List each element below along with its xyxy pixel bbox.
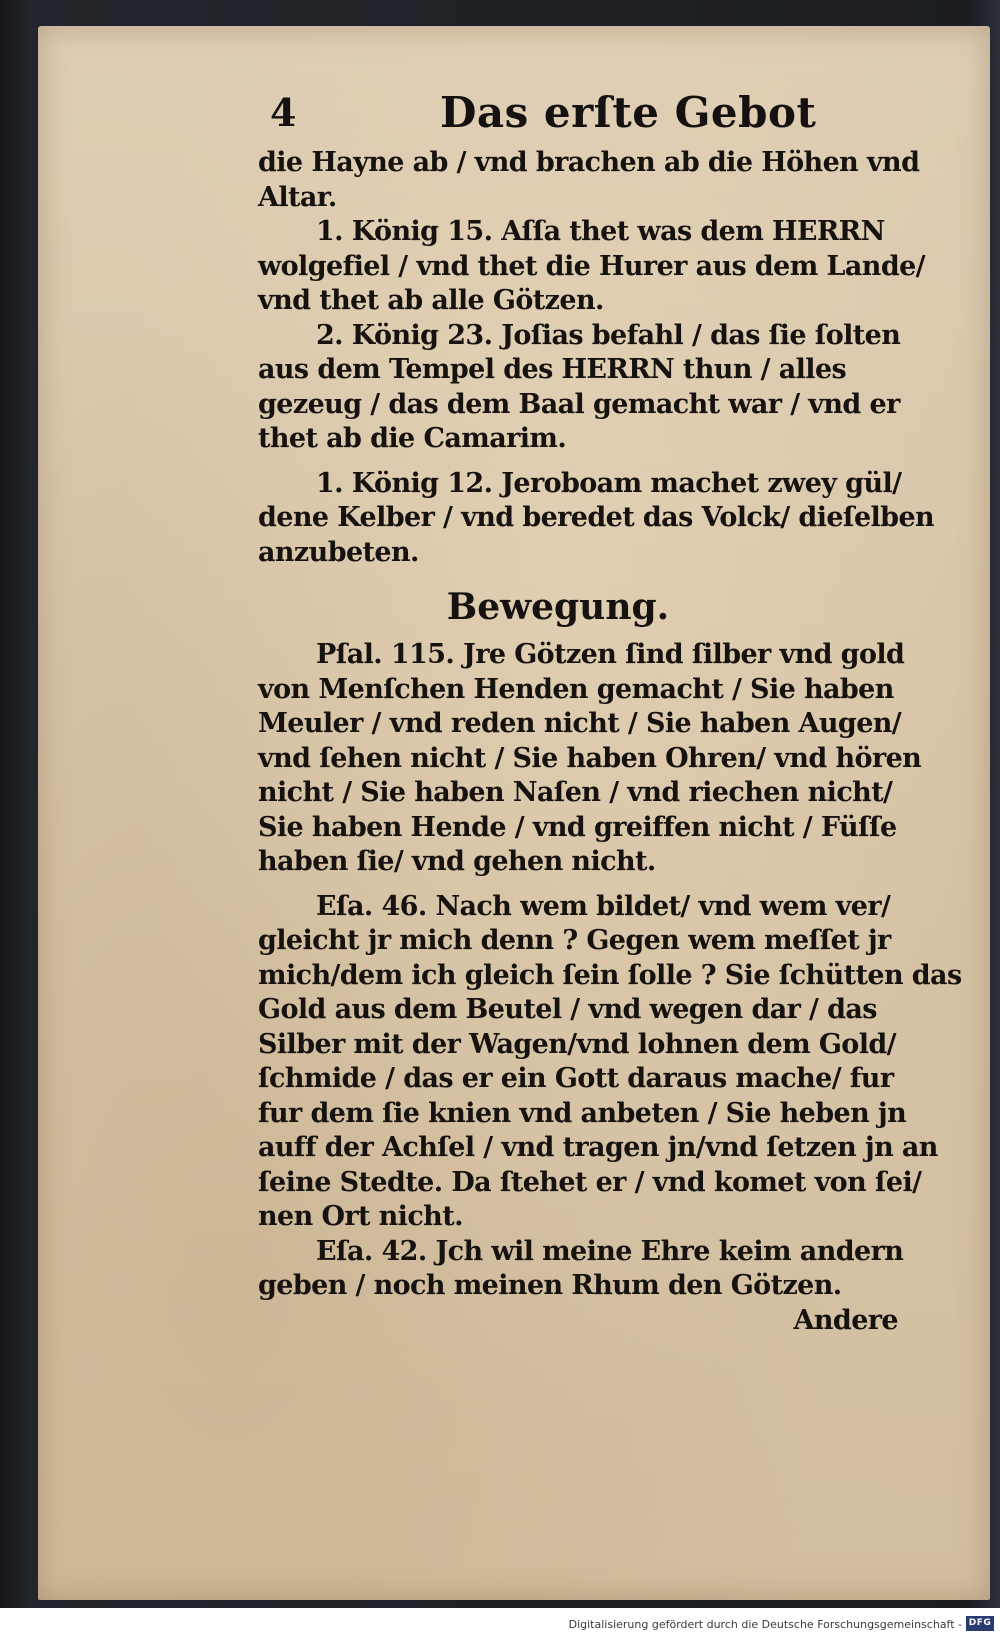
text-line: gezeug / das dem Baal gemacht war / vnd er — [258, 388, 900, 420]
text-line: Altar. — [258, 181, 337, 213]
text-line: Sie haben Hende / vnd greiffen nicht / Füſſe — [258, 811, 897, 843]
paragraph-6 — [258, 890, 962, 1235]
paragraph-4 — [258, 467, 935, 571]
text-line: 1. König 12. Jeroboam machet zwey gül/ — [316, 467, 902, 499]
text-line: mich/dem ich gleich ſein ſolle ? Sie ſchütten das — [258, 959, 962, 991]
catchword: Andere — [793, 1304, 898, 1336]
paragraph-2 — [258, 215, 925, 319]
paragraph-7 — [258, 1235, 918, 1304]
text-line: die Hayne ab / vnd brachen ab die Höhen vnd — [258, 147, 920, 178]
text-line: Eſa. 42. Jch wil meine Ehre keim andern — [316, 1235, 904, 1267]
text-line: haben ſie/ vnd gehen nicht. — [258, 846, 656, 877]
text-line: geben / noch meinen Rhum den Götzen. — [258, 1270, 842, 1301]
text-line: ſeine Stedte. Da ſtehet er / vnd komet von ſei/ — [258, 1166, 922, 1198]
text-line: vnd ſehen nicht / Sie haben Ohren/ vnd hören — [258, 742, 922, 774]
text-line: auff der Achſel / vnd tragen jn/vnd ſetzen jn an — [258, 1132, 938, 1163]
dfg-logo-icon: DFG — [966, 1616, 994, 1631]
section-heading: Bewegung. — [446, 586, 670, 628]
paragraph-5 — [258, 638, 922, 880]
text-line: aus dem Tempel des HERRN thun / alles — [258, 354, 847, 385]
text-line: von Menſchen Henden gemacht / Sie haben — [258, 673, 894, 705]
page-number: 4 — [270, 90, 297, 135]
spacer — [258, 457, 918, 467]
text-line: ſchmide / das er ein Gott daraus mache/ fur — [258, 1063, 894, 1094]
text-line: Silber mit der Wagen/vnd lohnen dem Gold/ — [258, 1028, 896, 1060]
text-line: wolgefiel / vnd thet die Hurer aus dem Lande/ — [258, 250, 925, 282]
text-line: gleicht jr mich denn ? Gegen wem meſſet jr — [258, 925, 891, 956]
text-line: thet ab die Camarim. — [258, 423, 567, 454]
text-line: Eſa. 46. Nach wem bildet/ vnd wem ver/ — [316, 890, 891, 922]
text-line: Gold aus dem Beutel / vnd wegen dar / das — [258, 994, 877, 1025]
text-line: dene Kelber / vnd beredet das Volck/ dieſelben — [258, 502, 935, 533]
footer-bar — [0, 1608, 1000, 1639]
paragraph-3 — [258, 319, 918, 457]
body-text — [258, 146, 962, 1338]
text-line: fur dem ſie knien vnd anbeten / Sie heben jn — [258, 1097, 907, 1129]
text-line: nen Ort nicht. — [258, 1201, 463, 1232]
text-line: Pſal. 115. Jre Götzen ſind ſilber vnd gold — [316, 639, 905, 670]
text-line: vnd thet ab alle Götzen. — [258, 285, 604, 316]
running-head: Das erſte Gebot — [440, 88, 817, 137]
paragraph-1 — [258, 146, 918, 215]
text-line: 2. König 23. Joſias befahl / das ſie ſolten — [316, 319, 901, 351]
text-line: Meuler / vnd reden nicht / Sie haben Augen/ — [258, 708, 902, 739]
text-line: anzubeten. — [258, 536, 419, 568]
funding-credit: Digitalisierung gefördert durch die Deutsche Forschungsgemeinschaft - — [568, 1618, 962, 1631]
text-line: 1. König 15. Aſſa thet was dem HERRN — [316, 216, 885, 247]
page-header — [260, 88, 892, 144]
text-line: nicht / Sie haben Naſen / vnd riechen nicht/ — [258, 777, 893, 808]
spacer — [258, 880, 918, 890]
